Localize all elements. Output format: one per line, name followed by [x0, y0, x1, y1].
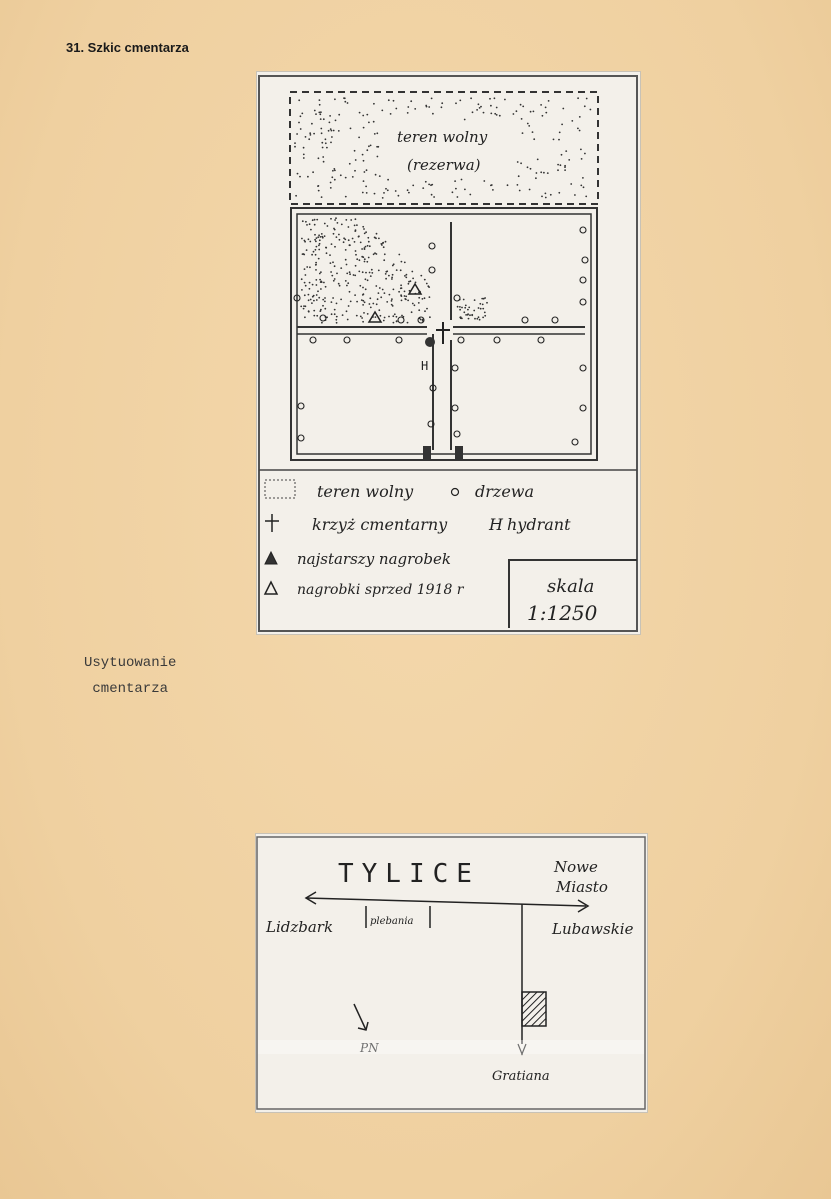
main-road	[306, 898, 586, 906]
scale-value: 1:1250	[527, 601, 598, 625]
page-title: 31. Szkic cmentarza	[66, 40, 189, 55]
town-name: TYLICE	[338, 859, 480, 889]
tree-icon	[538, 337, 544, 343]
tree-symbol	[452, 489, 459, 496]
destination-line-2: Miasto	[556, 878, 608, 896]
tree-icon	[454, 431, 460, 437]
caption-line-1: Usytuowanie	[84, 655, 177, 671]
oldest-tombstone-marker	[425, 337, 435, 347]
legend-hydrant: hydrant	[507, 515, 571, 534]
tree-icon	[582, 257, 588, 263]
tree-icon	[458, 337, 464, 343]
cross-symbol	[265, 514, 279, 532]
tree-icon	[580, 277, 586, 283]
free-area-symbol	[265, 480, 295, 498]
rectory-label: plebania	[370, 916, 414, 927]
legend-oldest: najstarszy nagrobek	[297, 550, 451, 568]
legend-cross: krzyż cmentarny	[312, 515, 448, 534]
reserve-label: teren wolny	[397, 128, 488, 146]
tree-icon	[298, 435, 304, 441]
tree-icon	[494, 337, 500, 343]
tree-icon	[580, 299, 586, 305]
tree-icon	[310, 337, 316, 343]
free-area-dots	[300, 217, 431, 323]
scale-label: skala	[547, 576, 595, 597]
tree-icon	[580, 365, 586, 371]
tree-icon	[522, 317, 528, 323]
oldest-tombstone-symbol	[265, 552, 277, 564]
north-arrow	[354, 1004, 366, 1030]
cemetery-sketch	[257, 72, 640, 634]
north-label: PN	[360, 1041, 379, 1055]
tree-icon	[454, 295, 460, 301]
cemetery-sketch-drawing	[257, 72, 640, 634]
location-map	[256, 834, 647, 1112]
legend-hydrant-letter: H	[489, 515, 503, 534]
place-left: Lidzbark	[266, 918, 334, 936]
caption	[84, 650, 176, 702]
tree-markers	[294, 227, 588, 445]
place-bottom: Gratiana	[492, 1069, 550, 1084]
tree-icon	[396, 337, 402, 343]
tree-icon	[580, 227, 586, 233]
gate-post-right	[455, 446, 463, 460]
legend-trees: drzewa	[475, 482, 535, 501]
tree-icon	[320, 315, 326, 321]
tree-icon	[344, 337, 350, 343]
destination-line-3: Lubawskie	[552, 920, 634, 938]
cemetery-location	[522, 992, 546, 1026]
old-tombstone-symbol	[265, 582, 277, 594]
tree-icon	[580, 405, 586, 411]
tree-icon	[452, 405, 458, 411]
legend-pre1918: nagrobki sprzed 1918 r	[297, 582, 464, 598]
caption-line-2: cmentarza	[92, 681, 169, 697]
free-area-dots-small	[457, 297, 488, 321]
copy-fade-band	[258, 1040, 644, 1054]
reserve-area-dots	[294, 97, 591, 199]
tree-icon	[429, 243, 435, 249]
tree-icon	[398, 317, 404, 323]
tree-icon	[298, 403, 304, 409]
hydrant-marker: H	[421, 359, 429, 373]
tree-icon	[452, 365, 458, 371]
tree-icon	[552, 317, 558, 323]
cemetery-cross	[436, 322, 450, 344]
destination-line-1: Nowe	[554, 858, 598, 876]
legend-free-area: teren wolny	[317, 482, 414, 501]
reserve-area-border	[290, 92, 598, 204]
reserve-label-sub: (rezerwa)	[407, 156, 481, 174]
tree-icon	[572, 439, 578, 445]
tree-icon	[429, 267, 435, 273]
location-map-drawing	[256, 834, 647, 1112]
gate-post-left	[423, 446, 431, 460]
